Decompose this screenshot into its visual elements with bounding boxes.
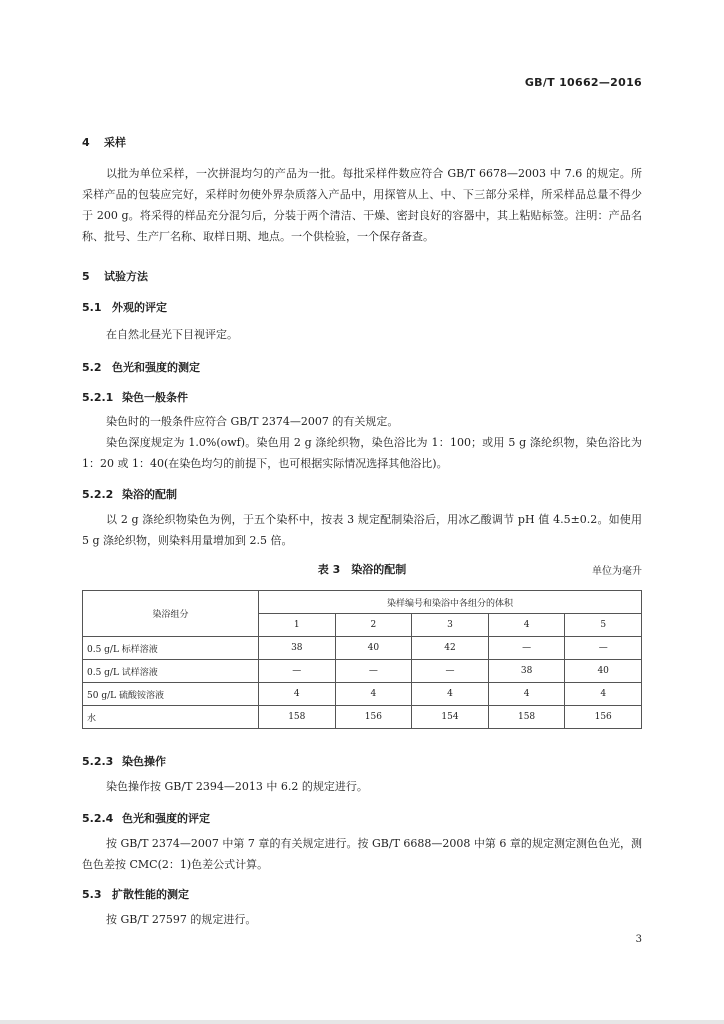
section-5-1-heading [82, 299, 167, 315]
table-cell: — [412, 660, 489, 683]
column-number: 1 [259, 614, 336, 637]
table-cell: 4 [259, 683, 336, 706]
section-number: 5.2.2 [82, 488, 114, 501]
standard-code-header: GB/T 10662—2016 [524, 76, 642, 89]
section-5-2-1-heading [82, 389, 188, 405]
row-label: 0.5 g/L 试样溶液 [83, 660, 259, 683]
table-cell: 154 [412, 706, 489, 729]
section-number: 5.2.4 [82, 812, 114, 825]
table-cell: 156 [335, 706, 412, 729]
table-cell: 4 [488, 683, 565, 706]
table-cell: — [488, 637, 565, 660]
dye-bath-table [82, 590, 642, 729]
section-5-2-1-text-1: 染色时的一般条件应符合 GB/T 2374—2007 的有关规定。 [106, 415, 399, 428]
section-5-3-text: 按 GB/T 27597 的规定进行。 [106, 913, 257, 926]
section-number: 5.2.3 [82, 755, 114, 768]
section-title: 染浴的配制 [122, 488, 177, 501]
section-number: 5.2 [82, 361, 102, 374]
table-row [83, 683, 642, 706]
section-5-2-2-text: 以 2 g 涤纶织物染色为例，于五个染杯中，按表 3 规定配制染浴后，用冰乙酸调节 pH 值 4.5±0.2。如使用 5 g 涤纶织物，则染料用量增加到 2.5 倍。 [82, 513, 642, 547]
table-cell: — [335, 660, 412, 683]
section-5-2-1-text-2: 染色深度规定为 1.0%(owf)。染色用 2 g 涤纶织物，染色浴比为 1：100；或用 5 g 涤纶织物，染色浴比为 1：20 或 1：40(在染色均匀的前提下，也可根据实际情况选择其他浴比)。 [82, 436, 642, 470]
row-label: 50 g/L 硫酸铵溶液 [83, 683, 259, 706]
column-number: 3 [412, 614, 489, 637]
table-cell: 42 [412, 637, 489, 660]
section-5-2-4-text: 按 GB/T 2374—2007 中第 7 章的有关规定进行。按 GB/T 6688—2008 中第 6 章的规定测定测色色光，测色色差按 CMC(2：1)色差公式计算。 [82, 837, 642, 871]
section-5-heading [82, 268, 148, 284]
section-title: 扩散性能的测定 [112, 888, 189, 901]
table-cell: 158 [488, 706, 565, 729]
section-title: 染色一般条件 [122, 391, 188, 404]
table-row [83, 660, 642, 683]
section-number: 5.2.1 [82, 391, 114, 404]
table-cell: 4 [335, 683, 412, 706]
table-cell: — [259, 660, 336, 683]
page-bottom-edge [0, 1020, 724, 1024]
section-5-2-heading [82, 359, 200, 375]
column-header-component: 染浴组分 [83, 591, 259, 637]
section-4-text: 以批为单位采样，一次拼混均匀的产品为一批。每批采样件数应符合 GB/T 6678—2003 中 7.6 的规定。所采样产品的包装应完好，采样时勿使外界杂质落入产品中，用探管从上、中、下三部分采样，所采样品总量不得少于 200 g。将采得的样品充分混匀后，分装于两个清洁、干燥、密封良好的容器中，其上粘贴标签。注明：产品名称、批号、生产厂名称、取样日期、地点。一个供检验，一个保存备查。 [82, 167, 642, 243]
table-cell: 158 [259, 706, 336, 729]
column-number: 4 [488, 614, 565, 637]
section-5-3-heading [82, 886, 189, 902]
table-cell: 40 [565, 660, 642, 683]
section-4-heading [82, 134, 126, 150]
section-number: 5.1 [82, 301, 102, 314]
section-title: 色光和强度的测定 [112, 361, 200, 374]
section-number: 5 [82, 270, 90, 283]
row-label: 0.5 g/L 标样溶液 [83, 637, 259, 660]
page-number: 3 [635, 934, 642, 945]
section-title: 色光和强度的评定 [122, 812, 210, 825]
table-cell: — [565, 637, 642, 660]
section-title: 外观的评定 [112, 301, 167, 314]
table-cell: 156 [565, 706, 642, 729]
table-unit: 单位为毫升 [592, 566, 642, 577]
section-number: 4 [82, 136, 90, 149]
table-row [83, 706, 642, 729]
table-header-row [83, 591, 642, 614]
section-title: 采样 [104, 136, 126, 149]
section-5-2-3-heading [82, 753, 166, 769]
table-cell: 38 [259, 637, 336, 660]
section-5-2-4-heading [82, 810, 210, 826]
table-cell: 4 [565, 683, 642, 706]
table-title: 表 3 染浴的配制 [317, 563, 407, 576]
section-5-2-2-heading [82, 486, 177, 502]
column-number: 2 [335, 614, 412, 637]
column-group-header: 染样编号和染浴中各组分的体积 [259, 591, 642, 614]
section-title: 试验方法 [104, 270, 148, 283]
section-5-1-text: 在自然北昼光下目视评定。 [106, 328, 238, 341]
column-number: 5 [565, 614, 642, 637]
section-number: 5.3 [82, 888, 102, 901]
table-cell: 40 [335, 637, 412, 660]
table-row [83, 637, 642, 660]
section-title: 染色操作 [122, 755, 166, 768]
table-cell: 38 [488, 660, 565, 683]
row-label: 水 [83, 706, 259, 729]
table-cell: 4 [412, 683, 489, 706]
section-5-2-3-text: 染色操作按 GB/T 2394—2013 中 6.2 的规定进行。 [106, 780, 368, 793]
